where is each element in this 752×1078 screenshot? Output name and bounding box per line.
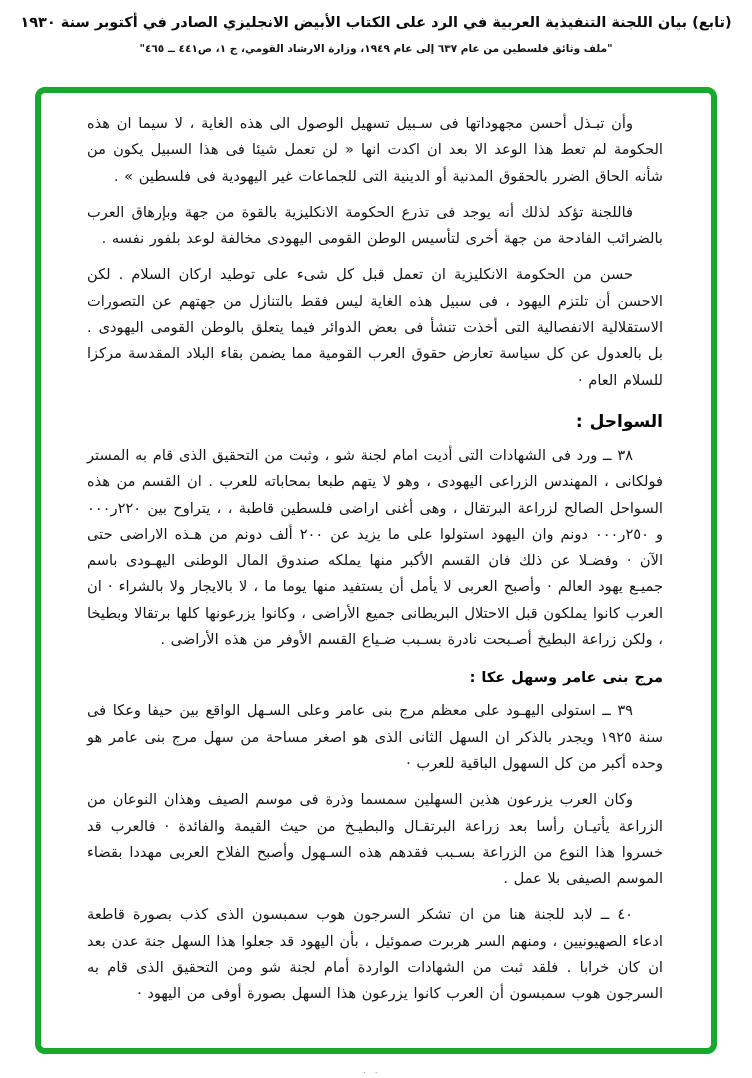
document-body	[47, 99, 705, 1042]
paragraph-39: ٣٩ ــ استولى اليهـود على معظم مرج بنى عامر وعلى السـهل الواقع بين حيفا وعكا فى سنة ١٩٢٥ ويجدر بالذكر ان السهل الثانى الذى هو اصغر مساحة من سهل مرج بنى عامر هو وحده أكبر من كل السهول الباقية للعرب ·	[87, 702, 663, 772]
green-border-frame	[35, 87, 717, 1054]
section-heading-coasts: السواحل :	[575, 411, 663, 432]
document-title: (تابع) بيان اللجنة التنفيذية العربية في الرد على الكتاب الأبيض الانجليزي الصادر في أكتوبر سنة ١٩٣٠	[20, 15, 732, 31]
document-source-citation: "ملف وثائق فلسطين من عام ٦٣٧ إلى عام ١٩٤٩، وزارة الارشاد القومي، ج ١، ص٤٤١ ــ ٤٦٥"	[139, 43, 613, 55]
paragraph-preamble-1: وأن تبـذل أحسن مجهوداتها فى سـبيل تسهيل الوصول الى هذه الغاية ، لا سيما ان هذه الحكومة لم تعط هذا الوعد الا بعد ان اكدت انها « لن تعمل شيئا فى هذا السبيل يكون من شأنه الحاق الضرر بالحقوق المدنية أو الدينية التى للجماعات غير اليهودية فى فلسطين » .	[87, 115, 663, 185]
paragraph-40-intro: وكان العرب يزرعون هذين السهلين سمسما وذرة فى موسم الصيف وهذان النوعان من الزراعة يأتيـان رأسا بعد زراعة البرتقـال والبطيـخ من حيث القيمة والفائدة · فالعرب قد خسروا هذا النوع من الزراعة بسـبب فقدهم هذه السـهول وأصبح الفلاح العربى مهددا بقضاء الموسم الصيفى بلا عمل .	[87, 791, 663, 888]
paragraph-40: ٤٠ ــ لابد للجنة هنا من ان تشكر السرجون هوب سمبسون الذى كذب بصورة قاطعة ادعاء الصهيونيين ، ومنهم السر هربرت صموئيل ، بأن اليهود قد جعلوا هذا السهل جنة عدن بعد ان كان خرابا . فلقد ثبت من الشهادات الواردة أمام لجنة شو ومن التحقيق الذى قام به السرجون هوب سمبسون أن العرب كانوا يزرعون هذا السهل بصورة أوفى من اليهود ·	[87, 906, 663, 1003]
partial-page-number-mark: . .	[363, 1066, 381, 1076]
paragraph-preamble-2: فاللجنة تؤكد لذلك أنه يوجد فى تذرع الحكومة الانكليزية بالقوة من جهة وبإرهاق العرب بالضرائب الفادحة من جهة أخرى لتأسيس الوطن القومى اليهودى مخالفة لوعد بلفور نفسه .	[87, 203, 663, 248]
paragraph-38: ٣٨ ــ ورد فى الشهادات التى أديت امام لجنة شو ، وثبت من التحقيق الذى قام به المستر فولكانى ، المهندس الزراعى اليهودى ، وهو لا يتهم طبعا بمحاباته للعرب . ان القسم من هذه السواحل الصالح لزراعة البرتقال ، وهى أغنى اراضى فلسطين قاطبة ، ، يتراوح بين ٢٢٠ر٠٠٠ و ٢٥٠ر٠٠٠ دونم وان اليهود استولوا على ما يزيد عن ٢٠٠ ألف دونم من هـذه الاراضى حتى الآن · وفضـلا عن ذلك فان القسم الأكبر منها يملكه صندوق المال الوطنى اليهـودى باسم جميـع يهود العالم · وأصبح العربى لا يأمل أن يستفيد منها يوما ما ، لا بالايجار ولا بالشراء · ان العرب كانوا يملكون قبل الاحتلال البريطانى جميع الأراضى ، وكانوا يزرعونها كلها برتقالا وبطيخا ، ولكن زراعة البطيخ أصـبحت نادرة بسـبب ضـياع القسم الأوفر من هذه الأراضى .	[87, 446, 664, 649]
document-header	[0, 12, 752, 56]
section-heading-marj-ibn-amer: مرج بنى عامر وسهل عكا :	[469, 670, 663, 687]
paragraph-preamble-3: حسن من الحكومة الانكليزية ان تعمل قبل كل شىء على توطيد اركان السلام . لكن الاحسن أن تلتزم اليهود ، فى سبيل هذه الغاية ليس فقط بالتنازل من جهتهم عن التصورات الاستقلالية الانفصالية التى أخذت تنشأ فى بعض الدوائر فيما يتعلق بالوطن القومى اليهودى . بل بالعدول عن كل سياسة تعارض حقوق العرب القومية مما يضمن بقاء البلاد المقدسة مركزا للسلام العام ·	[87, 266, 663, 389]
